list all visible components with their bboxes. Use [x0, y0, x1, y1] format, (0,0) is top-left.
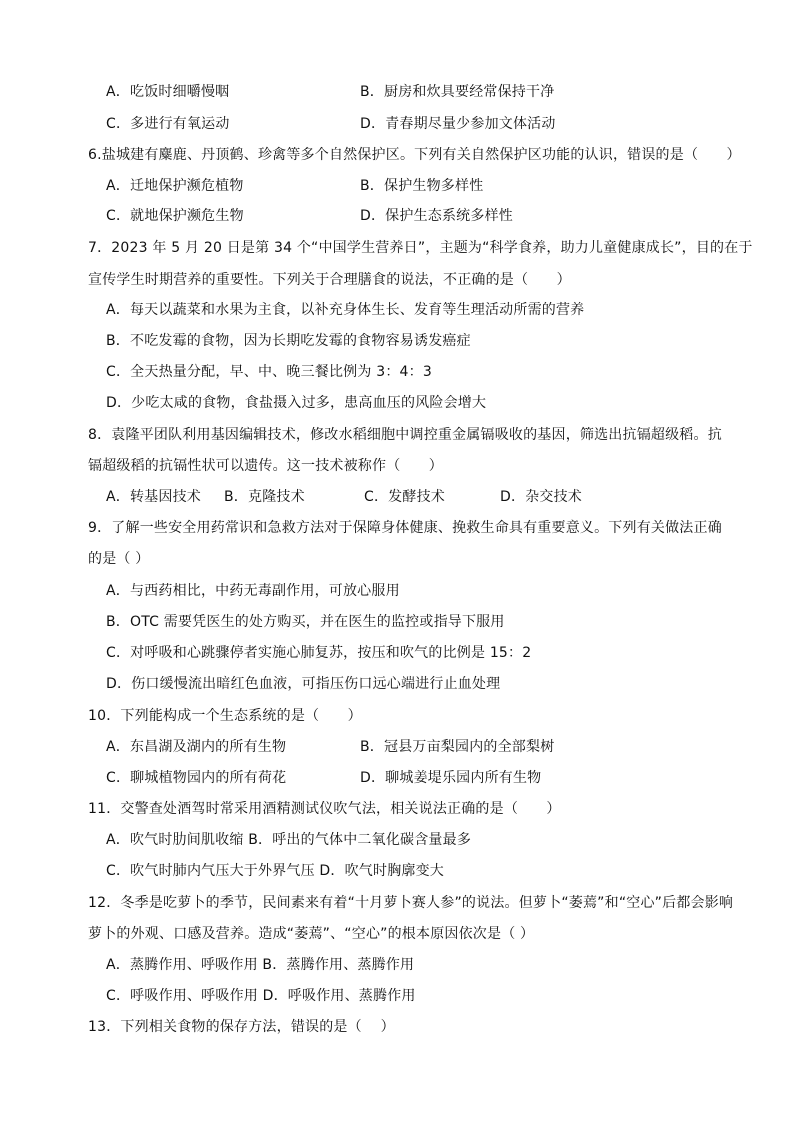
q6-option-c: C．就地保护濒危生物 [106, 208, 244, 224]
q9-option-a: A．与西药相比，中药无毒副作用，可放心服用 [106, 583, 400, 599]
q7-option-a: A．每天以蔬菜和水果为主食，以补充身体生长、发育等生理活动所需的营养 [106, 302, 585, 318]
q6-stem: 6.盐城建有麋鹿、丹顶鹤、珍禽等多个自然保护区。下列有关自然保护区功能的认识，错误的是（ ） [88, 147, 741, 163]
q10-option-b: B．冠县万亩梨园内的全部梨树 [360, 739, 555, 755]
q11-options-cd: C．吹气时肺内气压大于外界气压 D．吹气时胸廓变大 [106, 863, 445, 879]
q8-option-b: B．克隆技术 [224, 489, 305, 505]
q9-stem-line-2: 的是（ ） [88, 551, 150, 567]
q12-stem-line-2: 萝卜的外观、口感及营养。造成“萎蔫”、“空心”的根本原因依次是（ ） [88, 926, 535, 942]
q12-options-ab: A．蒸腾作用、呼吸作用 B．蒸腾作用、蒸腾作用 [106, 957, 415, 973]
q5-option-a: A．吃饭时细嚼慢咽 [106, 84, 230, 100]
q7-option-d: D．少吃太咸的食物，食盐摄入过多，患高血压的风险会增大 [106, 395, 487, 411]
q10-stem: 10．下列能构成一个生态系统的是（ ） [88, 708, 362, 724]
q6-option-b: B．保护生物多样性 [360, 178, 484, 194]
q10-option-a: A．东昌湖及湖内的所有生物 [106, 739, 287, 755]
q11-options-ab: A．吹气时肋间肌收缩 B．呼出的气体中二氧化碳含量最多 [106, 832, 472, 848]
q11-stem: 11．交警查处酒驾时常采用酒精测试仪吹气法，相关说法正确的是（ ） [88, 801, 561, 817]
q12-stem-line-1: 12．冬季是吃萝卜的季节，民间素来有着“十月萝卜赛人参”的说法。但萝卜“萎蔫”和“空心”后都会影响 [88, 895, 734, 911]
q7-stem-line-2: 宣传学生时期营养的重要性。下列关于合理膳食的说法，不正确的是（ ） [88, 272, 571, 288]
q9-stem-line-1: 9．了解一些安全用药常识和急救方法对于保障身体健康、挽救生命具有重要意义。下列有关做法正确 [88, 520, 722, 536]
q12-options-cd: C．呼吸作用、呼吸作用 D．呼吸作用、蒸腾作用 [106, 988, 416, 1004]
q5-option-d: D．青春期尽量少参加文体活动 [360, 116, 556, 132]
q6-option-a: A．迁地保护濒危植物 [106, 178, 244, 194]
q8-option-d: D．杂交技术 [500, 489, 582, 505]
q8-option-c: C．发酵技术 [364, 489, 445, 505]
q9-option-b: B．OTC 需要凭医生的处方购买，并在医生的监控或指导下服用 [106, 614, 505, 630]
q6-option-d: D．保护生态系统多样性 [360, 208, 513, 224]
q9-option-c: C．对呼吸和心跳骤停者实施心肺复苏，按压和吹气的比例是 15：2 [106, 645, 532, 661]
q5-option-b: B．厨房和炊具要经常保持干净 [360, 84, 555, 100]
q13-stem: 13．下列相关食物的保存方法，错误的是（ ） [88, 1019, 395, 1035]
q7-stem-line-1: 7．2023 年 5 月 20 日是第 34 个“中国学生营养日”，主题为“科学食养，助力儿童健康成长”，目的在于 [88, 240, 753, 256]
q7-option-b: B．不吃发霉的食物，因为长期吃发霉的食物容易诱发癌症 [106, 333, 471, 349]
q5-option-c: C．多进行有氧运动 [106, 116, 230, 132]
q10-option-d: D．聊城姜堤乐园内所有生物 [360, 770, 542, 786]
q8-stem-line-2: 镉超级稻的抗镉性状可以遗传。这一技术被称作（ ） [88, 458, 443, 474]
q10-option-c: C．聊城植物园内的所有荷花 [106, 770, 287, 786]
q8-option-a: A．转基因技术 [106, 489, 201, 505]
q8-stem-line-1: 8．袁隆平团队利用基因编辑技术，修改水稻细胞中调控重金属镉吸收的基因，筛选出抗镉超级稻。抗 [88, 427, 722, 443]
q9-option-d: D．伤口缓慢流出暗红色血液，可指压伤口远心端进行止血处理 [106, 676, 501, 692]
q7-option-c: C．全天热量分配，早、中、晚三餐比例为 3：4：3 [106, 364, 432, 380]
